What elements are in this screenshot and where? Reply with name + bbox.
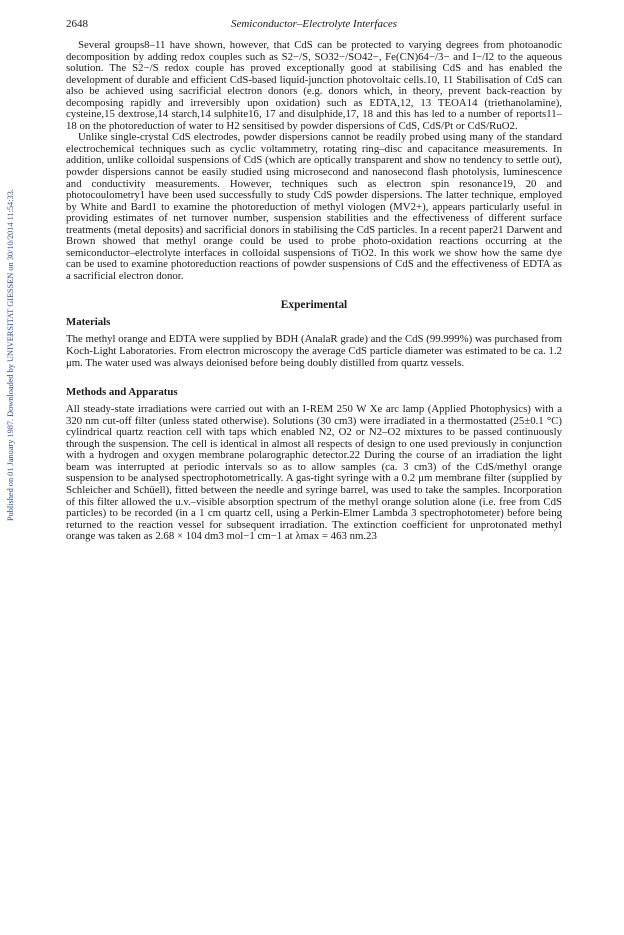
subsection-heading-methods: Methods and Apparatus <box>66 386 178 399</box>
subsection-heading-materials: Materials <box>66 316 111 329</box>
section-heading-experimental: Experimental <box>280 299 348 312</box>
paragraph-intro-1: Several groups8–11 have shown, however, that CdS can be protected to varying degrees from photoanodic decomposition by adding redox couples such as S2−/S, SO32−/SO42−, Fe(CN)64−/3− and I−/I2 to the aqueous solution. The S2−/S redox couple has proved exceptionally good at stabilising CdS and has enabled the development of durable and efficient CdS-based liquid-junction photovoltaic cells.10, 11 Stabilisation of CdS can also be achieved using sacrificial electron donors (e.g. donors which, in theory, prevent back-reaction by decomposing rapidly and irreversibly upon oxidation) such as EDTA,12, 13 TEOA14 (triethanolamine), cysteine,15 dextrose,14 starch,14 sulphite16, 17 and disulphide,17, 18 and this has led to a number of reports11–18 on the photoreduction of water to H2 sensitised by powder dispersions of CdS, CdS/Pt or CdS/RuO2. <box>66 39 562 132</box>
paragraph-materials: The methyl orange and EDTA were supplied by BDH (AnalaR grade) and the CdS (99.999%) was purchased from Koch-Light Laboratories. From electron microscopy the average CdS particle diameter was estimated to be ca. 1.2 μm. The water used was always deionised before being doubly distilled from quartz vessels. <box>66 333 562 369</box>
download-notice: Published on 01 January 1987. Downloaded by UNIVERSITAT GIESSEN on 30/10/2014 11:54:33. <box>6 189 15 521</box>
page-number: 2648 <box>66 18 88 30</box>
page-header <box>66 18 562 34</box>
paragraph-intro-2: Unlike single-crystal CdS electrodes, powder dispersions cannot be readily probed using many of the standard electrochemical techniques such as cyclic voltammetry, rotating ring–disc and capacitance measurements. In addition, unlike colloidal suspensions of CdS (which are optically transparent and show no tendency to settle out), powder dispersions cannot be easily studied using microsecond and nanosecond flash photolysis, luminescence and conductivity measurements. However, techniques such as electron spin resonance19, 20 and photocoulometry1 have been used successfully to study CdS powder dispersions. The latter technique, employed by White and Bard1 to examine the photoreduction of methyl viologen (MV2+), appears particularly useful in providing estimates of net turnover number, suspension stabilities and the effectiveness of different surface treatments (metal deposits) and sacrificial donors in stabilising the CdS particles. In a recent paper21 Darwent and Brown showed that methyl orange could be used to probe photo-oxidation reactions occurring at the semiconductor–electrolyte interfaces in colloidal suspensions of TiO2. In this work we show how the same dye can be used to examine photoreduction reactions of powder suspensions of CdS and the effectiveness of EDTA as a sacrificial electron donor. <box>66 131 562 282</box>
paragraph-methods: All steady-state irradiations were carried out with an I-REM 250 W Xe arc lamp (Applied Photophysics) with a 320 nm cut-off filter (unless stated otherwise). Solutions (30 cm3) were irradiated in a thermostatted (25±0.1 °C) cylindrical quartz reaction cell with taps which enabled N2, O2 or N2–O2 mixtures to be passed continuously through the suspension. The cell is identical in almost all respects of design to one used previously in conjunction with a hydrogen and oxygen membrane polarographic detector.22 During the course of an irradiation the light beam was interrupted at periodic intervals so as to allow samples (ca. 3 cm3) of the CdS/methyl orange suspension to be analysed spectrophotometrically. A gas-tight syringe with a 0.2 μm membrane filter (supplied by Schleicher and Schüell), fitted between the needle and syringe barrel, was used to take the samples. Incorporation of this filter allowed the u.v.–visible absorption spectrum of the methyl orange solution alone (i.e. free from CdS particles) to be recorded (in a 1 cm quartz cell, using a Perkin-Elmer Lambda 3 spectrophotometer) before being returned to the reaction vessel for subsequent irradiation. The extinction coefficient for unprotonated methyl orange was taken as 2.68 × 104 dm3 mol−1 cm−1 at λmax = 463 nm.23 <box>66 403 562 543</box>
running-title: Semiconductor–Electrolyte Interfaces <box>230 18 398 30</box>
article-body <box>66 40 562 543</box>
